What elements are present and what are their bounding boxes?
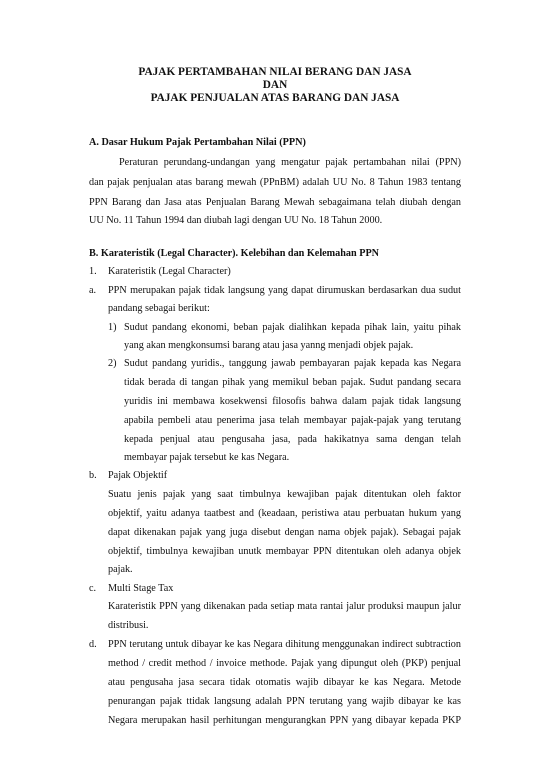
- item-d-line-1: PPN terutang untuk dibayar ke kas Negara dihitung menggunakan indirect subtraction: [108, 639, 461, 650]
- item-1-marker: 1.: [89, 266, 97, 277]
- sub-1-line-1: Sudut pandang ekonomi, beban pajak dialihkan kepada pihak lain, yaitu pihak: [124, 322, 461, 333]
- item-d-line-2: method / credit method / invoice methode. Pajak yang dipungut oleh (PKP) penjual: [108, 658, 461, 669]
- document-title-line-3: PAJAK PENJUALAN ATAS BARANG DAN JASA: [150, 92, 400, 104]
- item-d-line-4: penurangan pajak ttidak langsung adalah PPN terutang yang wajib dibayar ke kas: [108, 696, 461, 707]
- sub-2-line-5: kepada penjual atau pengusaha jasa, pada hakikatnya sama dengan telah: [124, 434, 461, 445]
- sub-2-marker: 2): [108, 358, 117, 369]
- section-a-line-1: Peraturan perundang-undangan yang mengatur pajak pertambahan nilai (PPN): [119, 157, 461, 168]
- section-a-line-4: UU No. 11 Tahun 1994 dan diubah lagi dengan UU No. 18 Tahun 2000.: [89, 215, 383, 226]
- section-b-heading: B. Karateristik (Legal Character). Kelebihan dan Kelemahan PPN: [89, 248, 380, 259]
- item-c-heading: Multi Stage Tax: [108, 583, 174, 594]
- item-b-line-3: dapat dikenakan pajak yang juga disebut dengan nama objek pajak). Sebagai pajak: [108, 527, 461, 538]
- document-title-line-2: DAN: [262, 79, 288, 91]
- item-c-marker: c.: [89, 583, 97, 594]
- item-b-line-2: objektif, yaitu adanya taatbest and (keadaan, peristiwa atau perbuatan hukum yang: [108, 508, 461, 519]
- item-c-line-1: Karateristik PPN yang dikenakan pada setiap mata rantai jalur produksi maupun jalur: [108, 601, 461, 612]
- item-b-line-5: pajak.: [108, 564, 133, 575]
- sub-2-line-6: membayar pajak tersebut ke kas Negara.: [124, 452, 290, 463]
- item-d-marker: d.: [89, 639, 97, 650]
- item-b-marker: b.: [89, 470, 97, 481]
- section-a-heading: A. Dasar Hukum Pajak Pertambahan Nilai (PPN): [89, 137, 306, 148]
- item-b-heading: Pajak Objektif: [108, 470, 168, 481]
- item-a-marker: a.: [89, 285, 97, 296]
- item-1-text: Karateristik (Legal Character): [108, 266, 231, 277]
- section-a-line-2: dan pajak penjualan atas barang mewah (PPnBM) adalah UU No. 8 Tahun 1983 tentang: [89, 177, 461, 188]
- item-b-line-4: objektif, timbulnya kewajiban unutk membayar PPN ditentukan oleh adanya objek: [108, 546, 461, 557]
- sub-1-marker: 1): [108, 322, 117, 333]
- sub-2-line-3: yuridis ini membawa kosekwensi filosofis bahwa dalam pajak tidak langsung: [124, 396, 461, 407]
- sub-2-line-1: Sudut pandang yuridis., tanggung jawab pembayaran pajak kepada kas Negara: [124, 358, 461, 369]
- sub-1-line-2: yang akan mengkonsumsi barang atau jasa yanng menjadi objek pajak.: [124, 340, 414, 351]
- item-c-line-2: distribusi.: [108, 620, 149, 631]
- section-a-line-3: PPN Barang dan Jasa atas Penjualan Barang Mewah sebagaimana telah diubah dengan: [89, 197, 461, 208]
- item-a-line-1: PPN merupakan pajak tidak langsung yang dapat dirumuskan berdasarkan dua sudut: [108, 285, 461, 296]
- sub-2-line-4: apabila pembeli atau penerima jasa telah membayar pajak-pajak yang terutang: [124, 415, 461, 426]
- sub-2-line-2: tidak berada di tangan pihak yang memikul beban pajak. Sudut pandang secara: [124, 377, 461, 388]
- item-a-line-2: pandang sebagai berikut:: [108, 303, 210, 314]
- item-d-line-3: atau pengusaha jasa secara tidak otomatis wajib dibayar ke kas Negara. Metode: [108, 677, 461, 688]
- document-title-line-1: PAJAK PERTAMBAHAN NILAI BERANG DAN JASA: [138, 66, 412, 78]
- item-d-line-5: Negara merupakan hasil perhitungan mengurangkan PPN yang dibayar kepada PKP: [108, 715, 461, 726]
- item-b-line-1: Suatu jenis pajak yang saat timbulnya kewajiban pajak ditentukan oleh faktor: [108, 489, 461, 500]
